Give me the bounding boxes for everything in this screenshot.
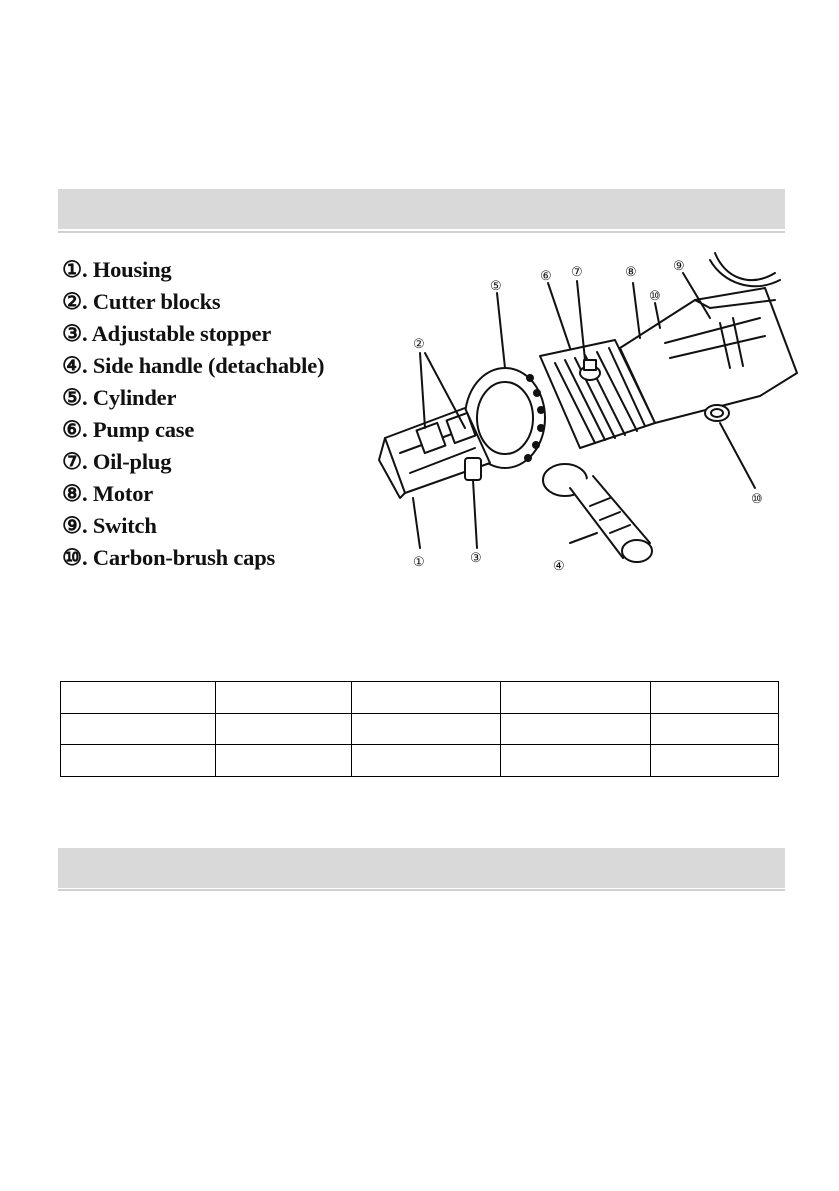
part-item-oil-plug [62, 446, 324, 478]
table-cell [352, 713, 501, 745]
part-number: ⑦ [62, 449, 82, 474]
section-header-bar [58, 848, 785, 888]
part-item-carbon-brush-caps [62, 542, 324, 574]
table-row [61, 713, 779, 745]
table-cell [501, 682, 651, 714]
table-cell [216, 745, 352, 777]
table-cell [216, 682, 352, 714]
part-number: ⑧ [62, 481, 82, 506]
adjustable-stopper [465, 458, 481, 480]
part-label: . Motor [81, 481, 154, 506]
parts-list [62, 254, 324, 574]
part-number: ① [62, 257, 82, 282]
table-cell [61, 713, 216, 745]
part-number: ④ [62, 353, 82, 378]
callout-2: ② [413, 337, 425, 352]
part-label: . Carbon-brush caps [81, 545, 276, 570]
callout-1: ① [413, 555, 425, 570]
callout-6: ⑥ [540, 269, 552, 284]
part-label: . Pump case [81, 417, 195, 442]
part-number: ② [62, 289, 82, 314]
table-cell [61, 745, 216, 777]
part-item-switch [62, 510, 324, 542]
table-cell [651, 682, 779, 714]
part-item-pump-case [62, 414, 324, 446]
part-number: ⑤ [62, 385, 82, 410]
part-item-motor [62, 478, 324, 510]
part-label: . Switch [81, 513, 157, 538]
part-item-side-handle [62, 350, 324, 382]
carbon-brush-cap [705, 405, 729, 421]
part-number: ⑥ [62, 417, 82, 442]
part-number: ⑨ [62, 513, 82, 538]
callout-10-top: ⑩ [649, 289, 661, 304]
table-cell [501, 745, 651, 777]
table-cell [352, 745, 501, 777]
callout-9: ⑨ [673, 259, 685, 274]
section-divider [58, 231, 785, 233]
callout-3: ③ [470, 551, 482, 566]
table-row [61, 682, 779, 714]
table-cell [651, 745, 779, 777]
table-cell [501, 713, 651, 745]
table-cell [651, 713, 779, 745]
rebar-cutter-diagram [365, 248, 810, 588]
part-label: . Cylinder [81, 385, 177, 410]
callout-7: ⑦ [571, 265, 583, 280]
callout-5: ⑤ [490, 279, 502, 294]
spec-table [60, 681, 779, 777]
table-cell [352, 682, 501, 714]
part-number: ③ [62, 321, 82, 346]
part-label: . Oil-plug [81, 449, 172, 474]
part-item-adjustable-stopper [62, 318, 324, 350]
part-number: ⑩ [62, 545, 82, 570]
part-label: . Adjustable stopper [81, 321, 272, 346]
callout-10-bottom: ⑩ [751, 492, 763, 507]
table-cell [61, 682, 216, 714]
section-divider [58, 889, 785, 891]
part-item-housing [62, 254, 324, 286]
section-header-bar [58, 189, 785, 229]
part-label: . Side handle (detachable) [81, 353, 325, 378]
callout-8: ⑧ [625, 265, 637, 280]
part-label: . Housing [81, 257, 172, 282]
callout-4: ④ [553, 559, 565, 574]
part-label: . Cutter blocks [81, 289, 221, 314]
table-row [61, 745, 779, 777]
table-cell [216, 713, 352, 745]
part-item-cutter-blocks [62, 286, 324, 318]
part-item-cylinder [62, 382, 324, 414]
